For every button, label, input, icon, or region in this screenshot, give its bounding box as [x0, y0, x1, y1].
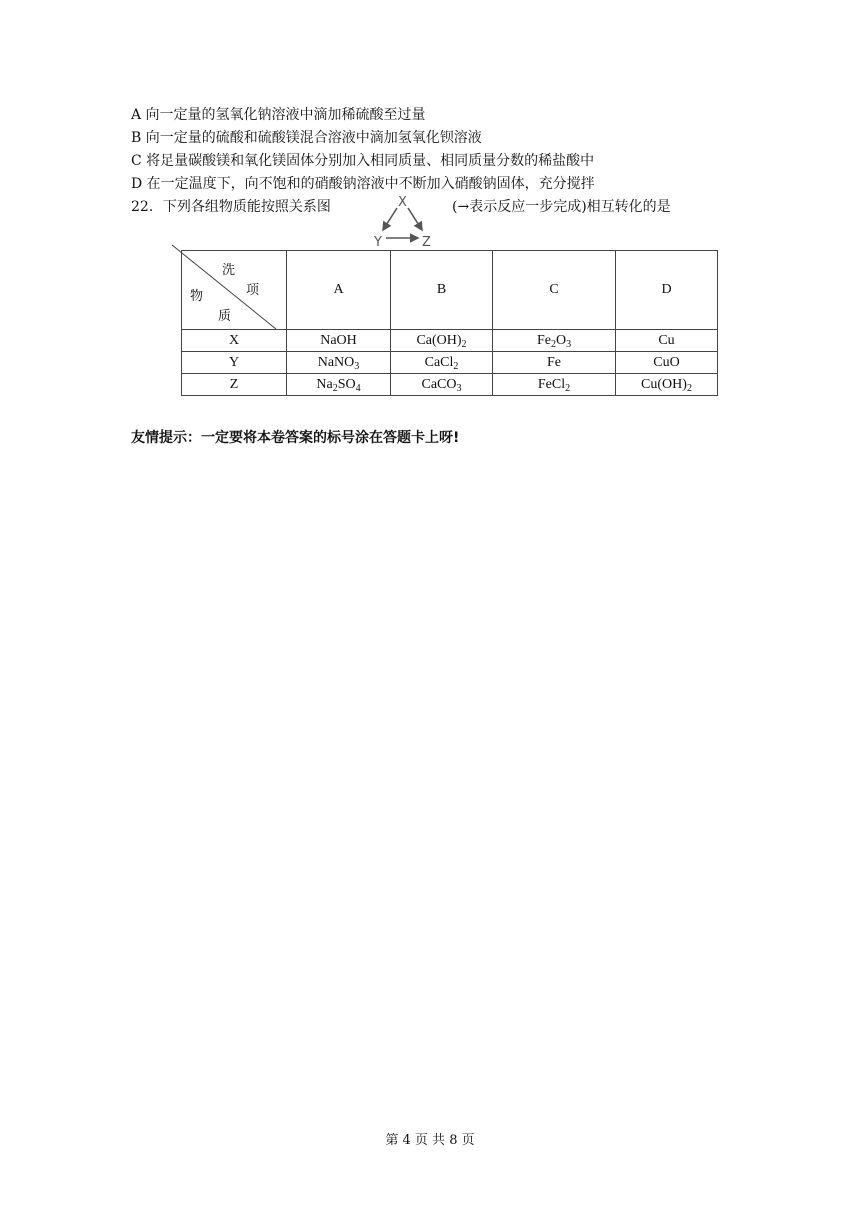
arrow-x-to-y [383, 208, 397, 230]
table-row [182, 330, 718, 352]
table-row [182, 352, 718, 374]
page-footer: 第 4 页 共 8 页 [385, 1133, 475, 1148]
diagram-label-x: X [398, 195, 407, 210]
options-table [181, 250, 718, 396]
subscript: 2 [461, 338, 467, 350]
subscript: 2 [565, 382, 571, 394]
table-cell: $Ca(OH)_2$ [391, 330, 493, 352]
row-label: Y [182, 352, 287, 374]
subscript: 3 [354, 360, 360, 372]
corner-label-xiang: 项 [246, 283, 260, 298]
header-b: B [391, 251, 493, 330]
table-cell: CaCl$_2$ [391, 352, 493, 374]
table-cell: NaOH [287, 330, 391, 352]
option-b-text: B 向一定量的硫酸和硫酸镁混合溶液中滴加氢氧化钡溶液 [131, 130, 482, 146]
corner-label-zhi: 质 [218, 309, 232, 324]
question-22-text: 22．下列各组物质能按照关系图 [131, 199, 331, 215]
table-header-row [182, 251, 718, 330]
corner-cell [182, 251, 287, 330]
option-c-text: C 将足量碳酸镁和氧化镁固体分别加入相同质量、相同质量分数的稀盐酸中 [131, 153, 595, 169]
subscript: 4 [355, 382, 361, 394]
subscript: 3 [566, 338, 572, 350]
table-cell: $Na_2SO_4$ [287, 374, 391, 396]
table-row [182, 374, 718, 396]
row-label: X [182, 330, 287, 352]
friendly-tip: 友情提示：一定要将本卷答案的标号涂在答题卡上呀! [131, 430, 460, 446]
arrow-x-to-z [408, 208, 422, 230]
header-d: D [616, 251, 718, 330]
diagram-label-y: Y [374, 235, 382, 248]
diagram-label-z: Z [422, 235, 431, 248]
table-cell: $Fe_2O_3$ [493, 330, 616, 352]
table-cell: $Cu(OH)_2$ [616, 374, 718, 396]
corner-label-xuan: 洗 [222, 263, 236, 278]
table-cell: Cu [616, 330, 718, 352]
row-label: Z [182, 374, 287, 396]
subscript: 2 [332, 382, 338, 394]
table-cell: NaNO$_3$ [287, 352, 391, 374]
header-a: A [287, 251, 391, 330]
header-c: C [493, 251, 616, 330]
subscript: 2 [453, 360, 459, 372]
subscript: 2 [550, 338, 556, 350]
option-a-text: A 向一定量的氢氧化钠溶液中滴加稀硫酸至过量 [131, 107, 426, 123]
table-cell: CaCO$_3$ [391, 374, 493, 396]
table-cell: FeCl$_2$ [493, 374, 616, 396]
question-22-note: (→表示反应一步完成)相互转化的是 [452, 199, 671, 215]
option-d-text: D 在一定温度下，向不饱和的硝酸钠溶液中不断加入硝酸钠固体，充分搅拌 [131, 176, 595, 192]
table-cell: Fe [493, 352, 616, 374]
relation-diagram [366, 192, 438, 248]
subscript: 3 [456, 382, 462, 394]
corner-label-wu: 物 [190, 289, 204, 304]
table-cell: CuO [616, 352, 718, 374]
subscript: 2 [686, 382, 692, 394]
